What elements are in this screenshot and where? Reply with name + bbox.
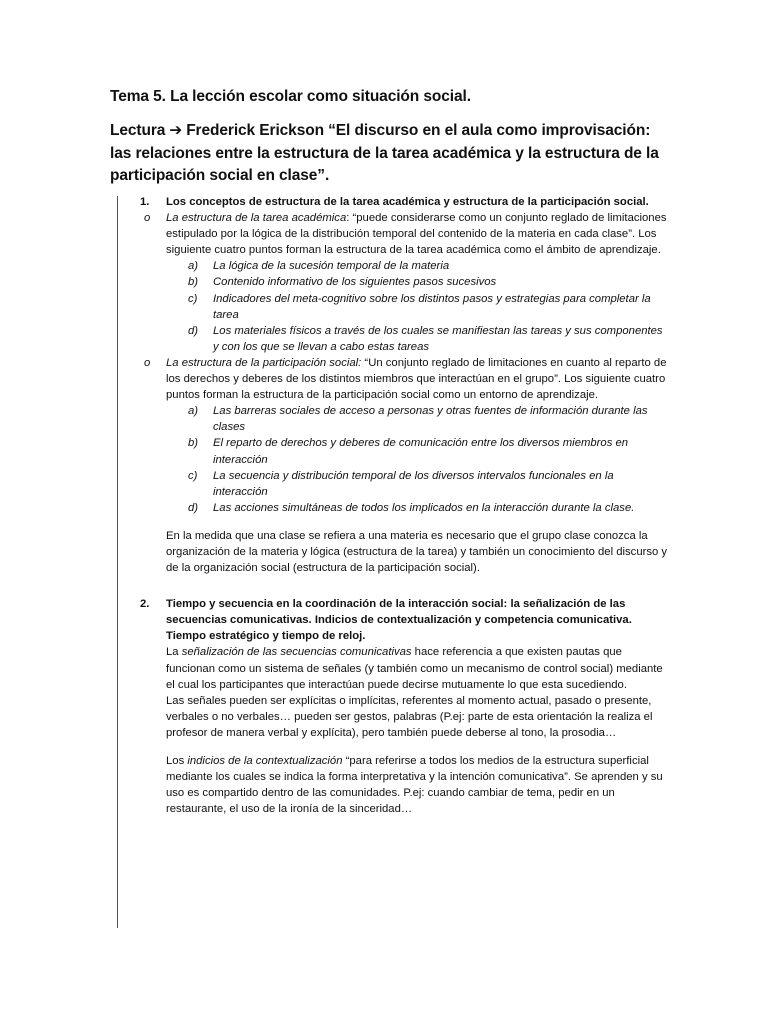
spacer — [110, 516, 670, 528]
term-participation-structure: La estructura de la participación social: — [166, 356, 362, 369]
list-item — [110, 291, 670, 323]
paragraph-text: Los — [166, 755, 188, 767]
list-item-text: La lógica de la sucesión temporal de la materia — [213, 260, 450, 273]
list-item — [110, 323, 670, 355]
reading-prefix: Lectura — [110, 122, 166, 139]
signaling-paragraph — [110, 644, 670, 692]
section-2-title: Tiempo y secuencia en la coordinación de la interacción social: la señalización de las secuencias comunicativas. Indicios de contextualización y competencia comunicativa. Tiempo estratégico y tiempo de reloj. — [166, 598, 632, 643]
section-1-heading — [110, 194, 670, 210]
section-1-number: 1. — [140, 196, 150, 208]
list-item-text: La secuencia y distribución temporal de los diversos intervalos funcionales en la interacción — [213, 469, 614, 498]
term-signaling: señalización de las secuencias comunicativas — [181, 646, 412, 659]
reading-heading — [110, 120, 670, 188]
list-item-text: Indicadores del meta-cognitivo sobre los distintos pasos y estrategias para completar la tarea — [213, 292, 651, 321]
list-item-text: Las acciones simultáneas de todos los implicados en la interacción durante la clase. — [213, 501, 635, 514]
section-2-heading — [110, 596, 670, 644]
list-item — [110, 403, 670, 435]
list-item — [110, 274, 670, 290]
list-item-text: Los materiales físicos a través de los cuales se manifiestan las tareas y sus componentes y con los que se llevan a cabo estas tareas — [213, 324, 663, 353]
section-1-title: Los conceptos de estructura de la tarea académica y estructura de la participación social. — [166, 196, 649, 208]
list-marker: c) — [188, 469, 198, 482]
bullet-marker: o — [144, 356, 151, 369]
list-marker: c) — [188, 292, 198, 305]
bullet-participation-structure — [110, 355, 670, 403]
paragraph-text: hace referencia a que existen pautas que funcionan como un sistema de señales (y también como un mecanismo de control social) mediante el cual los participantes que interactúan puede decirse mutuamente lo que esta sucediendo. — [166, 646, 663, 691]
list-item — [110, 468, 670, 500]
bullet-marker: o — [144, 212, 151, 225]
list-item-text: Contenido informativo de los siguientes pasos sucesivos — [213, 276, 497, 289]
task-structure-text: : “puede considerarse como un conjunto reglado de limitaciones estipulado por la lógica de la distribución temporal del contenido de la materia en cada clase”. Los siguiente cuatro puntos forman la estructura de la tarea académica como el ámbito de aprendizaje. — [166, 212, 667, 257]
list-item — [110, 435, 670, 467]
list-marker: d) — [188, 501, 199, 514]
spacer — [110, 741, 670, 753]
term-contextualization: indicios de la contextualización — [187, 755, 343, 767]
list-marker: d) — [188, 324, 199, 337]
list-item — [110, 258, 670, 274]
list-item-text: Las barreras sociales de acceso a personas y otras fuentes de información durante las clases — [213, 405, 648, 434]
paragraph-text: “para referirse a todos los medios de la estructura superficial mediante los cuales se indica la forma interpretativa y la intención comunicativa”. Se aprenden y su uso es compartido dentro de las comunidades. P.ej: cuando cambiar de tema, pedir en un restaurante, el uso de la ironía de la sinceridad… — [166, 755, 663, 816]
reading-text: Frederick Erickson “El discurso en el aula como improvisación: las relaciones entre la estructura de la tarea académica y la estructura de la participación social en clase”. — [110, 122, 659, 184]
section-2-number: 2. — [140, 598, 150, 611]
paragraph-text: La — [166, 646, 182, 659]
list-item-text: El reparto de derechos y deberes de comunicación entre los diversos miembros en interacción — [213, 437, 629, 466]
bullet-task-structure — [110, 210, 670, 258]
document-body — [110, 194, 670, 817]
contextualization-paragraph — [110, 753, 670, 817]
list-item — [110, 500, 670, 516]
list-marker: a) — [188, 405, 199, 418]
list-marker: a) — [188, 260, 199, 273]
list-marker: b) — [188, 437, 199, 450]
spacer — [110, 576, 670, 596]
signals-paragraph: Las señales pueden ser explícitas o implícitas, referentes al momento actual, pasado o presente, verbales o no verbales… pueden ser gestos, palabras (P.ej: parte de esta orientación la realiza el profesor de manera verbal y explícita), pero también puede deberse al tono, la prosodia… — [166, 694, 653, 739]
term-task-structure: La estructura de la tarea académica — [166, 212, 347, 225]
arrow-right-icon: ➔ — [169, 122, 183, 139]
section-1-closing-paragraph: En la medida que una clase se refiera a una materia es necesario que el grupo clase conozca la organización de la materia y lógica (estructura de la tarea) y también un conocimiento del discurso y de la organización social (estructura de la participación social). — [166, 529, 668, 575]
participation-structure-text: “Un conjunto reglado de limitaciones en cuanto al reparto de los derechos y deberes de los distintos miembros que interactúan en el grupo”. Los siguiente cuatro puntos forman la estructura de la participación social como un entorno de aprendizaje. — [166, 356, 667, 402]
page-title: Tema 5. La lección escolar como situación social. — [110, 88, 471, 105]
list-marker: b) — [188, 276, 199, 289]
